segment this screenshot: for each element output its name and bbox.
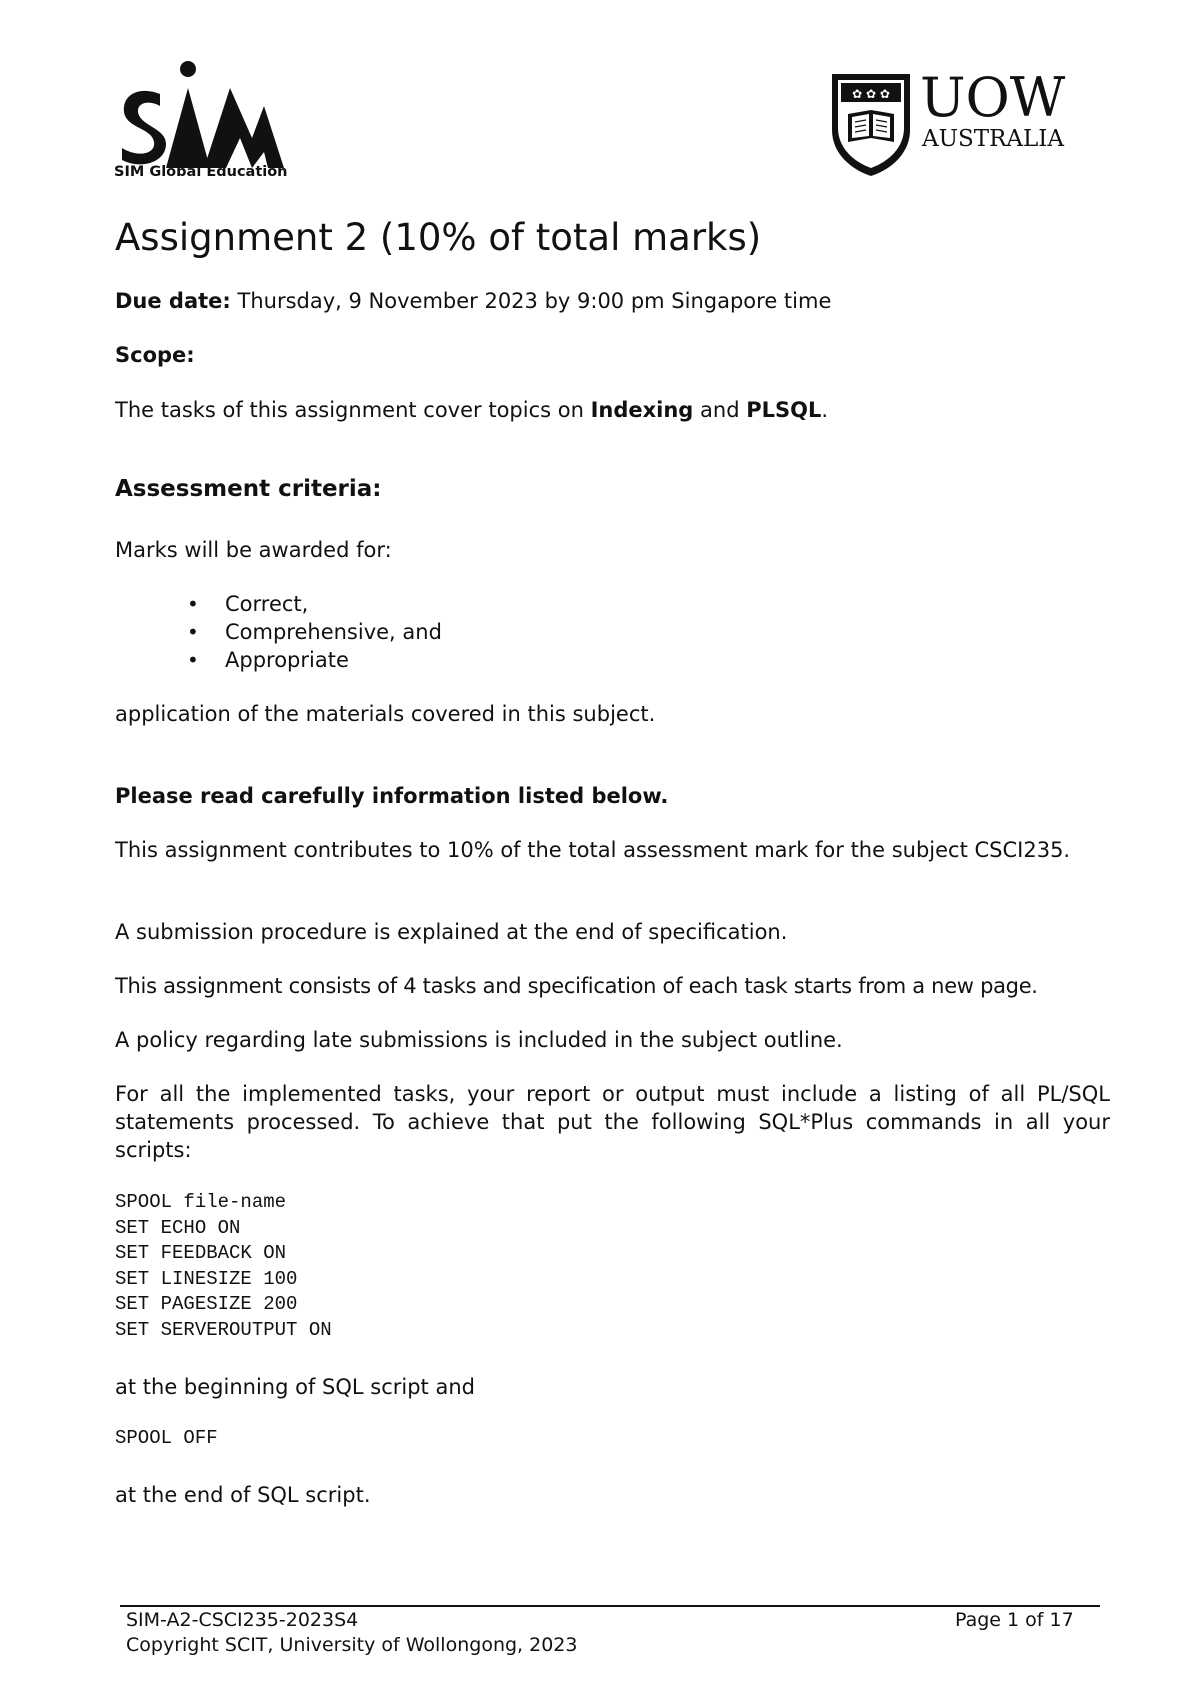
info-paragraph-spool: For all the implemented tasks, your report or output must include a listing of all PL/SQL statements processed. To achieve that put the following SQL*Plus commands in all your scripts:	[115, 1082, 1110, 1162]
code-line: SPOOL OFF	[115, 1427, 218, 1449]
scope-text-before: The tasks of this assignment cover topics on	[115, 398, 591, 422]
code-line: SET FEEDBACK ON	[115, 1242, 287, 1264]
page-title: Assignment 2 (10% of total marks)	[115, 216, 762, 259]
due-date-label: Due date:	[115, 289, 231, 313]
footer-divider	[120, 1605, 1100, 1607]
svg-text:✿ ✿ ✿: ✿ ✿ ✿	[852, 87, 890, 101]
code-line: SET SERVEROUTPUT ON	[115, 1318, 332, 1341]
list-item: • Appropriate	[115, 646, 442, 674]
uow-crest-icon	[826, 70, 916, 180]
footer-page-number: Page 1 of 17	[955, 1609, 1074, 1631]
info-heading: Please read carefully information listed below.	[115, 784, 669, 808]
scope-topic-indexing: Indexing	[590, 398, 694, 422]
list-item: • Correct,	[115, 590, 442, 618]
code-line: SPOOL file-name	[115, 1191, 287, 1213]
info-paragraph-submission: A submission procedure is explained at the end of specification.	[115, 920, 788, 944]
assessment-heading: Assessment criteria:	[115, 476, 382, 502]
sqlplus-commands-end	[115, 1426, 218, 1452]
scope-topic-plsql: PLSQL	[746, 398, 822, 422]
scope-label: Scope:	[115, 343, 195, 367]
assessment-outro: application of the materials covered in this subject.	[115, 702, 656, 726]
scope-text	[115, 396, 828, 424]
info-paragraph-late-policy: A policy regarding late submissions is included in the subject outline.	[115, 1028, 843, 1052]
code-line: SET LINESIZE 100	[115, 1267, 298, 1290]
after-code-end: at the end of SQL script.	[115, 1483, 371, 1507]
sim-logo	[114, 56, 288, 186]
scope-text-after: .	[821, 398, 829, 422]
sim-logo-caption: SIM Global Education	[114, 164, 288, 180]
due-date	[115, 287, 831, 315]
due-date-value: Thursday, 9 November 2023 by 9:00 pm Singapore time	[230, 289, 832, 313]
code-line: SET ECHO ON	[115, 1216, 241, 1239]
uow-logo	[826, 66, 1076, 180]
code-line: SET PAGESIZE 200	[115, 1293, 298, 1315]
footer-copyright: Copyright SCIT, University of Wollongong, 2023	[126, 1634, 578, 1656]
sqlplus-commands-begin	[115, 1190, 332, 1343]
after-code-begin: at the beginning of SQL script and	[115, 1375, 475, 1399]
footer-doc-id: SIM-A2-CSCI235-2023S4	[126, 1609, 359, 1631]
assessment-criteria-list	[115, 590, 442, 674]
assessment-intro: Marks will be awarded for:	[115, 538, 392, 562]
info-paragraph-contribution: This assignment contributes to 10% of the total assessment mark for the subject CSCI235.	[115, 838, 1071, 862]
list-item: • Comprehensive, and	[115, 618, 442, 646]
scope-text-mid: and	[693, 398, 747, 422]
uow-logo-title: UOW	[920, 66, 1066, 129]
info-paragraph-tasks: This assignment consists of 4 tasks and specification of each task starts from a new page.	[115, 974, 1038, 998]
uow-logo-subtitle: AUSTRALIA	[922, 126, 1064, 152]
